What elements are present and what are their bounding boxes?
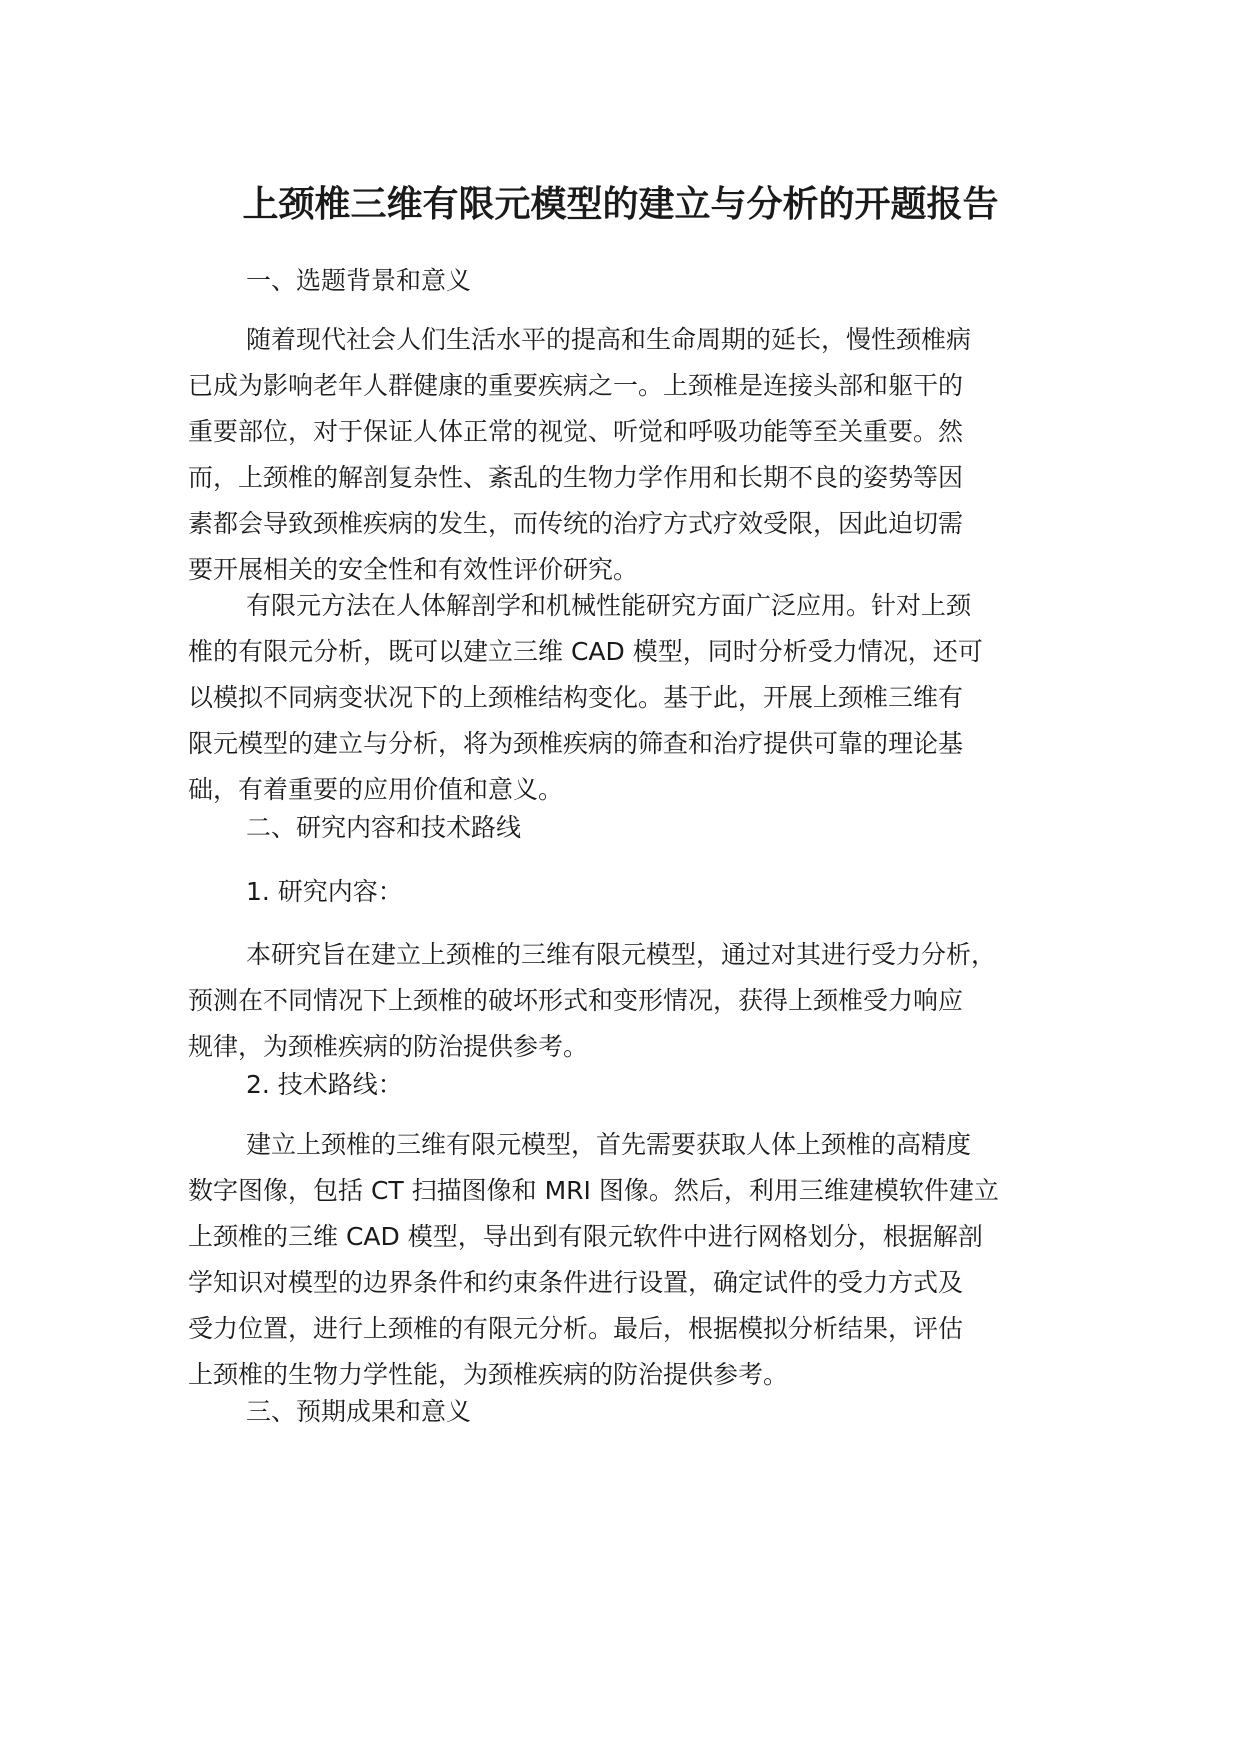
document-title: 上颈椎三维有限元模型的建立与分析的开题报告 [242,184,999,225]
paragraph-line: 有限元方法在人体解剖学和机械性能研究方面广泛应用。针对上颈 [246,591,972,620]
paragraph-line: 学知识对模型的边界条件和约束条件进行设置，确定试件的受力方式及 [188,1268,964,1297]
paragraph-line: 已成为影响老年人群健康的重要疾病之一。上颈椎是连接头部和躯干的 [188,371,964,400]
paragraph-line: 规律，为颈椎疾病的防治提供参考。 [188,1032,589,1061]
paragraph-line: 本研究旨在建立上颈椎的三维有限元模型，通过对其进行受力分析， [246,940,997,969]
section-1-paragraph-2 [188,583,1088,813]
paragraph-line: 以模拟不同病变状况下的上颈椎结构变化。基于此，开展上颈椎三维有 [188,683,964,712]
paragraph-line: 础，有着重要的应用价值和意义。 [188,775,564,804]
paragraph-line: 椎的有限元分析，既可以建立三维 CAD 模型，同时分析受力情况，还可 [188,637,983,666]
section-2-subheading-2: 2. 技术路线： [246,1070,403,1099]
paragraph-line: 素都会导致颈椎疾病的发生，而传统的治疗方式疗效受限，因此迫切需 [188,509,964,538]
paragraph-line: 预测在不同情况下上颈椎的破坏形式和变形情况，获得上颈椎受力响应 [188,986,964,1015]
section-2-subheading-1: 1. 研究内容： [246,877,403,906]
paragraph-line: 要开展相关的安全性和有效性评价研究。 [188,555,639,584]
section-2-paragraph-1 [188,932,1088,1070]
paragraph-line: 上颈椎的三维 CAD 模型，导出到有限元软件中进行网格划分，根据解剖 [188,1222,983,1251]
paragraph-line: 限元模型的建立与分析，将为颈椎疾病的筛查和治疗提供可靠的理论基 [188,729,964,758]
section-2-heading: 二、研究内容和技术路线 [246,813,522,842]
section-1-paragraph-1 [188,317,1088,593]
section-1-heading: 一、选题背景和意义 [246,266,472,295]
paragraph-line: 受力位置，进行上颈椎的有限元分析。最后，根据模拟分析结果，评估 [188,1314,964,1343]
section-2-paragraph-2 [188,1122,1088,1398]
paragraph-line: 随着现代社会人们生活水平的提高和生命周期的延长，慢性颈椎病 [246,325,972,354]
paragraph-line: 而，上颈椎的解剖复杂性、紊乱的生物力学作用和长期不良的姿势等因 [188,463,964,492]
paragraph-line: 数字图像，包括 CT 扫描图像和 MRI 图像。然后，利用三维建模软件建立 [188,1176,999,1205]
section-3-heading: 三、预期成果和意义 [246,1397,472,1426]
paragraph-line: 上颈椎的生物力学性能，为颈椎疾病的防治提供参考。 [188,1360,789,1389]
paragraph-line: 重要部位，对于保证人体正常的视觉、听觉和呼吸功能等至关重要。然 [188,417,964,446]
paragraph-line: 建立上颈椎的三维有限元模型，首先需要获取人体上颈椎的高精度 [246,1130,972,1159]
